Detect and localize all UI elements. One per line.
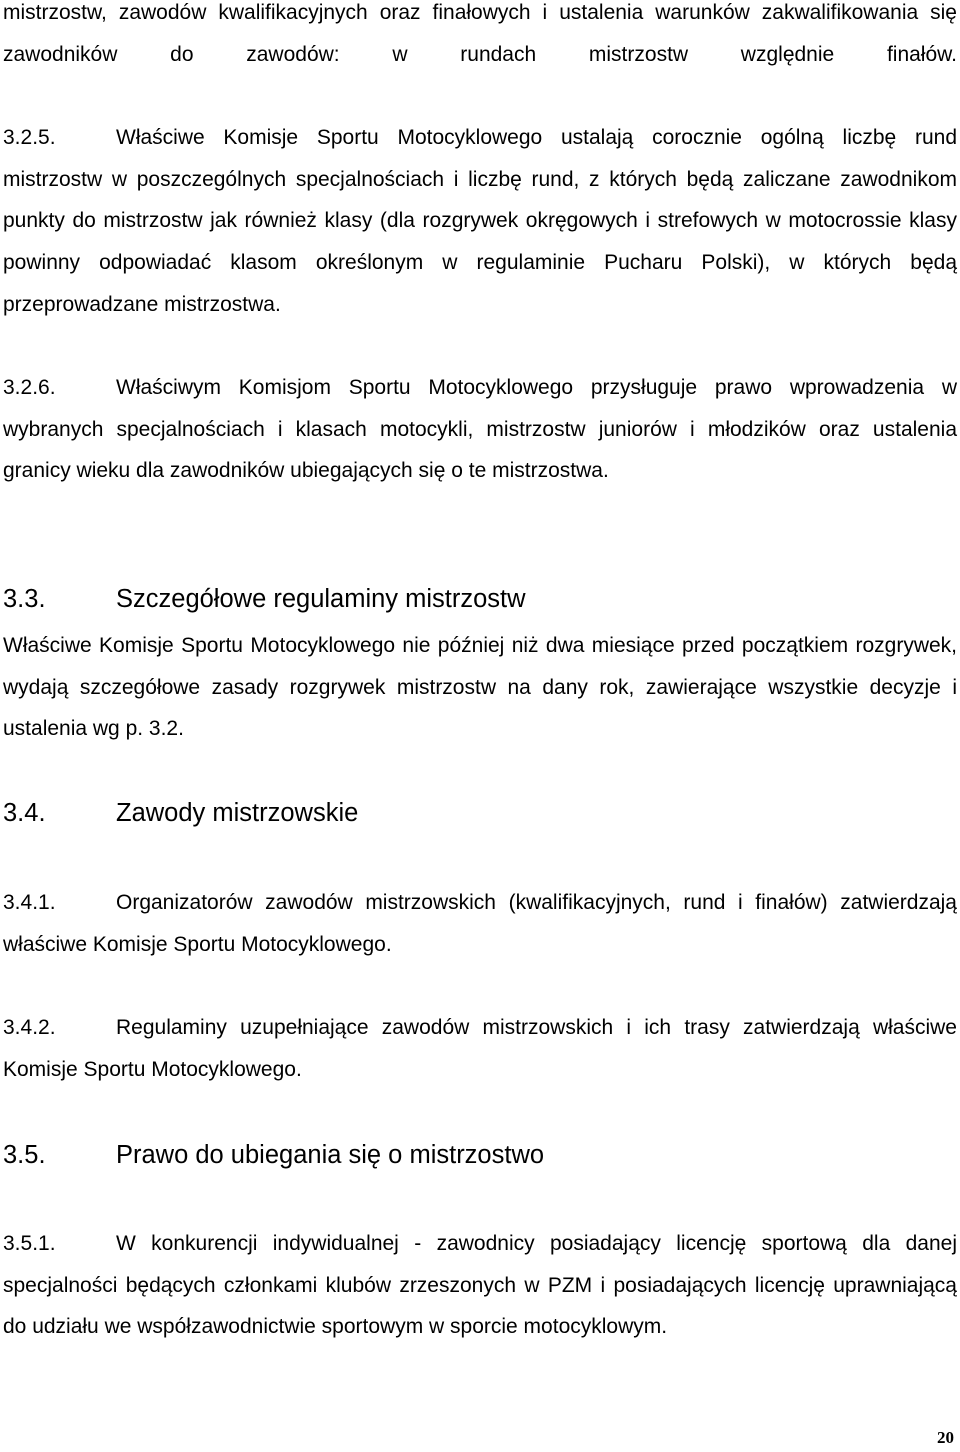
section-heading-3-3	[3, 579, 957, 621]
paragraph-text: Właściwe Komisje Sportu Motocyklowego ustalają corocznie ogólną liczbę rund mistrzostw w poszczególnych specjalnościach i liczbę rund, z których będą zaliczane zawodnikom punkty do mistrzostw jak również klasy (dla rozgrywek okręgowych i strefowych w motocrossie klasy powinny odpowiadać klasom określonym w regulaminie Pucharu Polski), w których będą przeprowadzane mistrzostwa.	[3, 126, 957, 316]
paragraph-3-2-6	[3, 367, 957, 492]
paragraph-number: 3.2.5.	[3, 126, 56, 149]
paragraph-3-4-1	[3, 882, 957, 965]
paragraph-text: W konkurencji indywidualnej - zawodnicy posiadający licencję sportową dla danej specjalności będących członkami klubów zrzeszonych w PZM i posiadających licencję uprawniającą do udziału we współzawodnictwie sportowym w sporcie motocyklowym.	[3, 1232, 957, 1339]
section-number: 3.3.	[3, 585, 46, 613]
paragraph-text: Właściwe Komisje Sportu Motocyklowego nie później niż dwa miesiące przed początkiem rozgrywek, wydają szczegółowe zasady rozgrywek mistrzostw na dany rok, zawierające wszystkie decyzje i ustalenia wg p. 3.2.	[3, 634, 957, 741]
paragraph-text: Organizatorów zawodów mistrzowskich (kwalifikacyjnych, rund i finałów) zatwierdzają właściwe Komisje Sportu Motocyklowego.	[3, 891, 957, 956]
section-heading-3-4	[3, 793, 957, 835]
paragraph-3-3	[3, 625, 957, 750]
paragraph-3-2-5	[3, 117, 957, 326]
continuation-paragraph: mistrzostw, zawodów kwalifikacyjnych oraz finałowych i ustalenia warunków zakwalifikowania się zawodników do zawodów: w rundach mistrzostw względnie finałów.	[3, 1, 957, 66]
paragraph-3-5-1	[3, 1223, 957, 1348]
paragraph-text: Regulaminy uzupełniające zawodów mistrzowskich i ich trasy zatwierdzają właściwe Komisje Sportu Motocyklowego.	[3, 1016, 957, 1081]
section-title: Prawo do ubiegania się o mistrzostwo	[116, 1141, 545, 1169]
paragraph-number: 3.4.1.	[3, 891, 56, 914]
paragraph-number: 3.4.2.	[3, 1016, 56, 1039]
section-number: 3.5.	[3, 1141, 46, 1169]
paragraph-3-4-2	[3, 1007, 957, 1090]
section-heading-3-5	[3, 1135, 957, 1177]
section-title: Zawody mistrzowskie	[116, 799, 359, 827]
section-title: Szczegółowe regulaminy mistrzostw	[116, 585, 526, 613]
paragraph-number: 3.2.6.	[3, 376, 56, 399]
paragraph-text: Właściwym Komisjom Sportu Motocyklowego przysługuje prawo wprowadzenia w wybranych specjalnościach i klasach motocykli, mistrzostw juniorów i młodzików oraz ustalenia granicy wieku dla zawodników ubiegających się o te mistrzostwa.	[3, 376, 957, 483]
paragraph-number: 3.5.1.	[3, 1232, 56, 1255]
section-number: 3.4.	[3, 799, 46, 827]
page-number: 20	[937, 1428, 954, 1447]
